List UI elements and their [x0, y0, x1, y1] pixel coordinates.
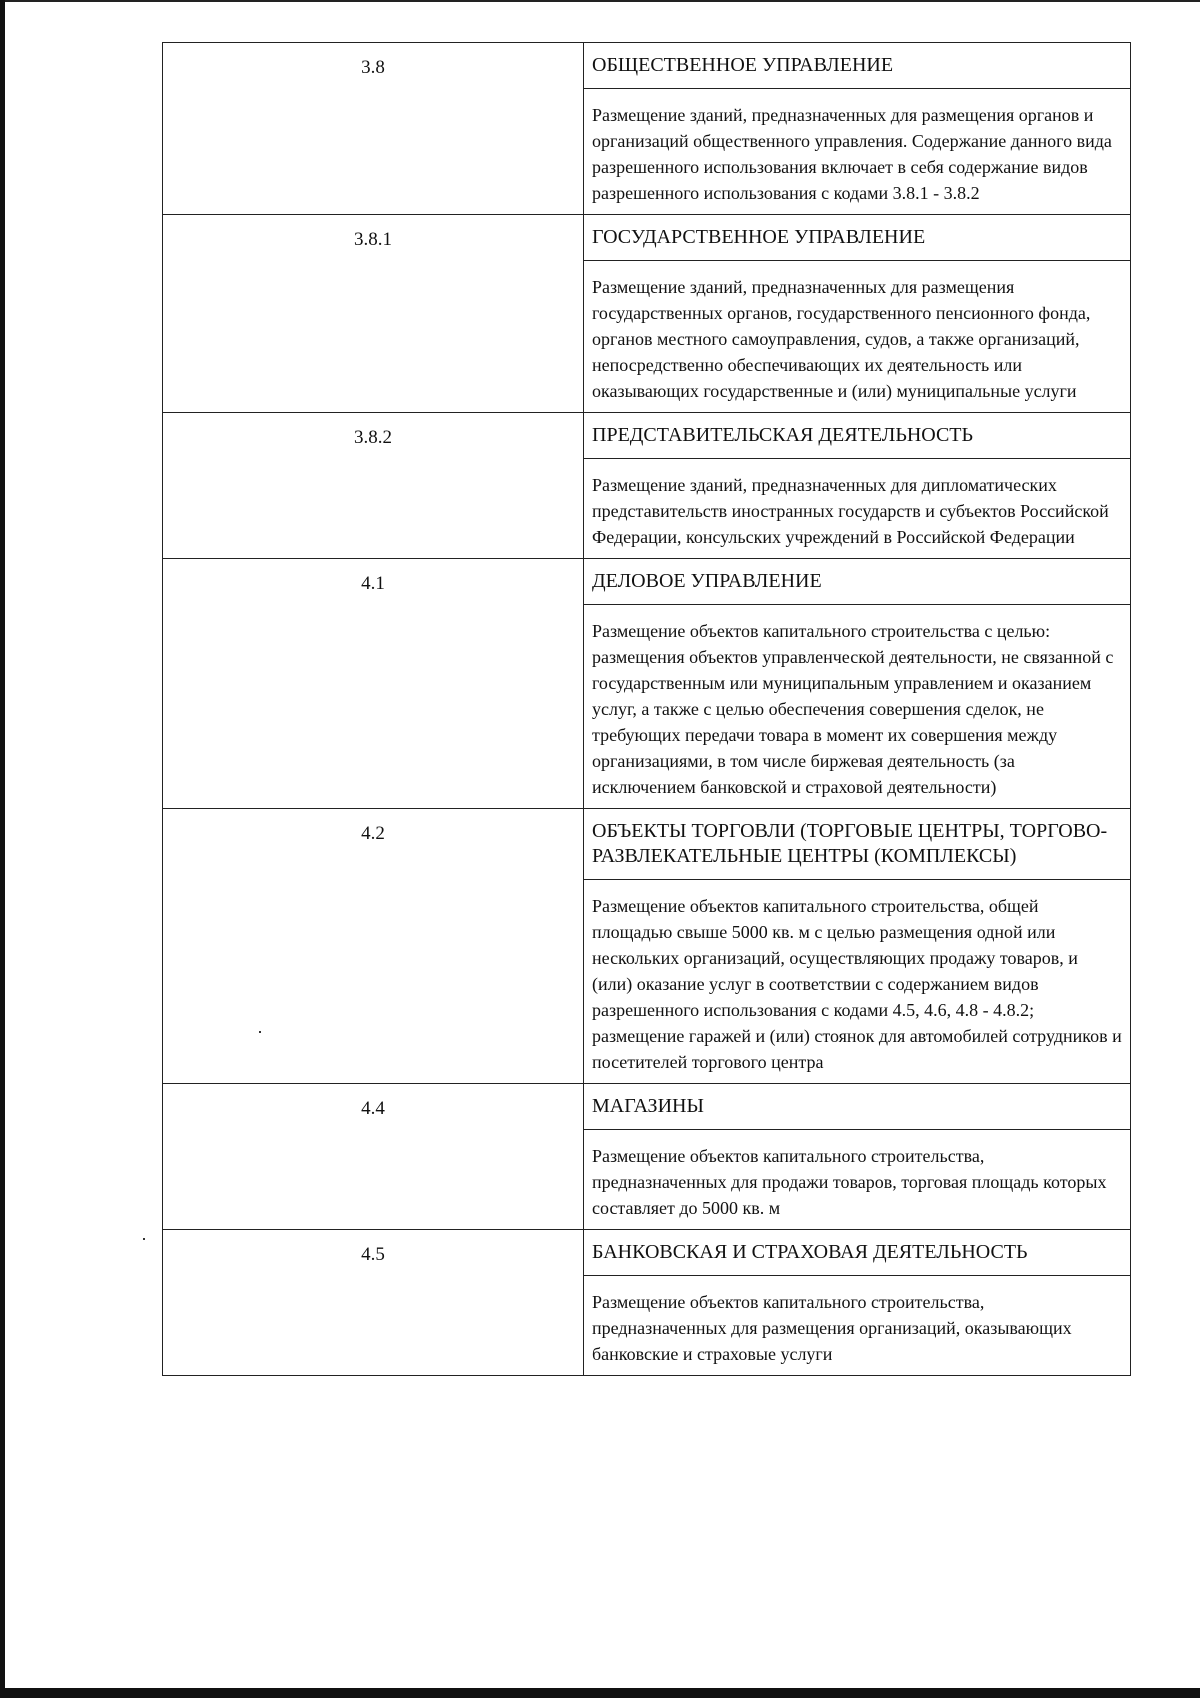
use-name: ДЕЛОВОЕ УПРАВЛЕНИЕ	[584, 559, 1130, 605]
scan-top-edge	[0, 0, 1200, 2]
use-description: Размещение зданий, предназначенных для дипломатических представительств иностранных государств и субъектов Российской Федерации, консульских учреждений в Российской Федерации	[592, 475, 1109, 547]
use-description: Размещение объектов капитального строительства с целью: размещения объектов управленческой деятельности, не связанной с государственным или муниципальным управлением и оказанием услуг, а также с целью обеспечения совершения сделок, не требующих передачи товара в момент их совершения между организациями, в том числе биржевая деятельность (за исключением банковской и страховой деятельности)	[592, 621, 1114, 797]
scan-speck	[143, 1238, 145, 1240]
use-name: ОБЪЕКТЫ ТОРГОВЛИ (ТОРГОВЫЕ ЦЕНТРЫ, ТОРГОВО-РАЗВЛЕКАТЕЛЬНЫЕ ЦЕНТРЫ (КОМПЛЕКСЫ)	[584, 809, 1130, 880]
table-row	[163, 1230, 1131, 1376]
code-cell: 3.8.2	[163, 413, 584, 559]
use-description: Размещение объектов капитального строительства, предназначенных для продажи товаров, торговая площадь которых составляет до 5000 кв. м	[592, 1146, 1107, 1218]
scan-bottom-edge	[0, 1688, 1200, 1698]
content-cell	[584, 413, 1131, 559]
use-description: Размещение зданий, предназначенных для размещения государственных органов, государственного пенсионного фонда, органов местного самоуправления, судов, а также организаций, непосредственно обеспечивающих их деятельность или оказывающих государственные и (или) муниципальные услуги	[592, 277, 1091, 401]
table-row	[163, 559, 1131, 809]
content-cell	[584, 1084, 1131, 1230]
use-description: Размещение объектов капитального строительства, общей площадью свыше 5000 кв. м с целью размещения одной или нескольких организаций, осуществляющих продажу товаров, и (или) оказание услуг в соответствии с содержанием видов разрешенного использования с кодами 4.5, 4.6, 4.8 - 4.8.2; размещение гаражей и (или) стоянок для автомобилей сотрудников и посетителей торгового центра	[592, 896, 1122, 1072]
content-cell	[584, 809, 1131, 1084]
scan-left-edge	[0, 0, 5, 1698]
table-row	[163, 215, 1131, 413]
table-row	[163, 809, 1131, 1084]
use-name: ПРЕДСТАВИТЕЛЬСКАЯ ДЕЯТЕЛЬНОСТЬ	[584, 413, 1130, 459]
table-row	[163, 1084, 1131, 1230]
use-name: БАНКОВСКАЯ И СТРАХОВАЯ ДЕЯТЕЛЬНОСТЬ	[584, 1230, 1130, 1276]
use-description: Размещение зданий, предназначенных для размещения органов и организаций общественного управления. Содержание данного вида разрешенного использования включает в себя содержание видов разрешенного использования с кодами 3.8.1 - 3.8.2	[592, 105, 1112, 203]
code-cell: 4.2	[163, 809, 584, 1084]
code-cell: 4.1	[163, 559, 584, 809]
land-use-codes-table	[162, 42, 1131, 1376]
code-cell: 3.8	[163, 43, 584, 215]
content-cell	[584, 559, 1131, 809]
use-name: МАГАЗИНЫ	[584, 1084, 1130, 1130]
code-cell: 4.4	[163, 1084, 584, 1230]
content-cell	[584, 215, 1131, 413]
content-cell	[584, 43, 1131, 215]
code-cell: 3.8.1	[163, 215, 584, 413]
table-row	[163, 413, 1131, 559]
use-name: ОБЩЕСТВЕННОЕ УПРАВЛЕНИЕ	[584, 43, 1130, 89]
use-description: Размещение объектов капитального строительства, предназначенных для размещения организаций, оказывающих банковские и страховые услуги	[592, 1292, 1072, 1364]
use-name: ГОСУДАРСТВЕННОЕ УПРАВЛЕНИЕ	[584, 215, 1130, 261]
content-cell	[584, 1230, 1131, 1376]
code-cell: 4.5	[163, 1230, 584, 1376]
table-row	[163, 43, 1131, 215]
